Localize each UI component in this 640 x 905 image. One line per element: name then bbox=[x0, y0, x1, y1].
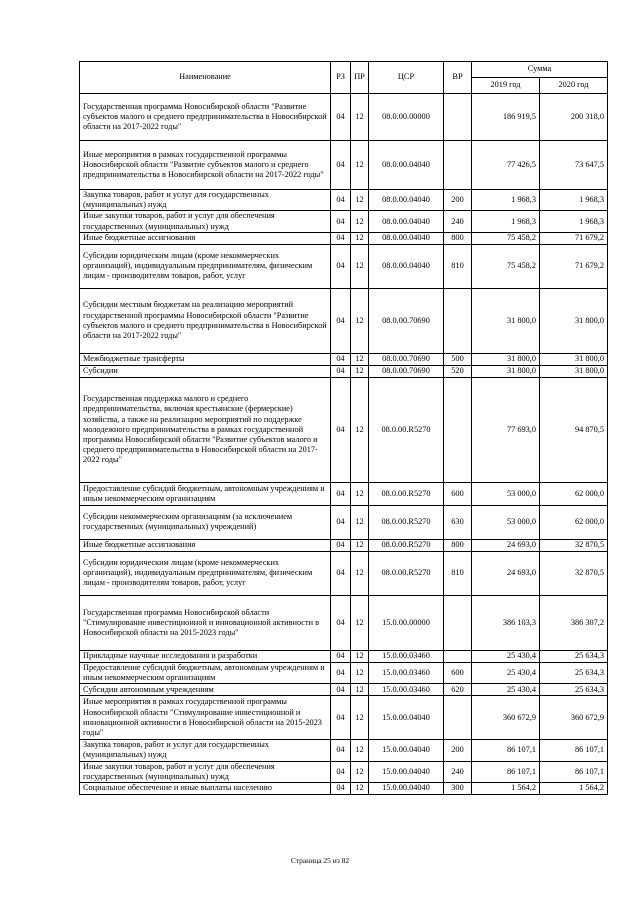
cell-s2: 25 634,3 bbox=[540, 684, 608, 696]
cell-s1: 75 458,2 bbox=[472, 244, 540, 288]
cell-s2: 31 800,0 bbox=[540, 288, 608, 353]
cell-name: Социальное обеспечение и иные выплаты населению bbox=[80, 783, 331, 795]
cell-pr: 12 bbox=[351, 740, 369, 761]
cell-pr: 12 bbox=[351, 595, 369, 650]
cell-vr: 240 bbox=[444, 761, 472, 782]
cell-s1: 53 000,0 bbox=[472, 482, 540, 505]
cell-pr: 12 bbox=[351, 783, 369, 795]
cell-s2: 86 107,1 bbox=[540, 740, 608, 761]
cell-csr: 08.0.00.04040 bbox=[369, 232, 444, 244]
cell-pr: 12 bbox=[351, 141, 369, 190]
cell-vr: 200 bbox=[444, 190, 472, 211]
cell-name: Прикладные научные исследования и разработки bbox=[80, 650, 331, 662]
page-number: Страница 25 из 82 bbox=[290, 856, 350, 865]
cell-name: Субсидии bbox=[80, 365, 331, 377]
cell-s2: 25 634,3 bbox=[540, 662, 608, 683]
cell-csr: 15.0.00.03460 bbox=[369, 662, 444, 683]
cell-s2: 1 968,3 bbox=[540, 211, 608, 232]
table-row bbox=[80, 365, 608, 377]
cell-csr: 15.0.00.04040 bbox=[369, 696, 444, 740]
cell-name: Иные мероприятия в рамках государственной программы Новосибирской области "Развитие субъектов малого и среднего предпринимательства в Новосибирской области на 2017-2022 годы" bbox=[80, 141, 331, 190]
cell-s2: 73 647,5 bbox=[540, 141, 608, 190]
cell-name: Иные закупки товаров, работ и услуг для обеспечения государственных (муниципальных) нужд bbox=[80, 211, 331, 232]
cell-pr: 12 bbox=[351, 662, 369, 683]
cell-rz: 04 bbox=[331, 244, 351, 288]
cell-csr: 08.0.00.04040 bbox=[369, 190, 444, 211]
cell-vr bbox=[444, 94, 472, 141]
cell-s1: 24 693,0 bbox=[472, 539, 540, 551]
cell-s1: 386 103,3 bbox=[472, 595, 540, 650]
table-row bbox=[80, 650, 608, 662]
cell-rz: 04 bbox=[331, 232, 351, 244]
cell-rz: 04 bbox=[331, 482, 351, 505]
cell-rz: 04 bbox=[331, 288, 351, 353]
cell-rz: 04 bbox=[331, 662, 351, 683]
table-row bbox=[80, 377, 608, 482]
cell-rz: 04 bbox=[331, 696, 351, 740]
cell-s2: 62 000,0 bbox=[540, 482, 608, 505]
table-row bbox=[80, 783, 608, 795]
cell-csr: 08.0.00.R5270 bbox=[369, 482, 444, 505]
cell-name: Иные закупки товаров, работ и услуг для обеспечения государственных (муниципальных) нужд bbox=[80, 761, 331, 782]
cell-rz: 04 bbox=[331, 783, 351, 795]
cell-s1: 360 672,9 bbox=[472, 696, 540, 740]
cell-rz: 04 bbox=[331, 353, 351, 365]
cell-vr: 200 bbox=[444, 740, 472, 761]
cell-vr bbox=[444, 595, 472, 650]
cell-name: Государственная поддержка малого и среднего предпринимательства, включая крестьянские (фермерские) хозяйства, а также на реализацию мероприятий по поддержке молодежного предпринимательства в рамках государственной программы Новосибирской области "Развитие субъектов малого и среднего предпринимательства в Новосибирской области на 2017-2022 годы" bbox=[80, 377, 331, 482]
cell-vr bbox=[444, 141, 472, 190]
cell-pr: 12 bbox=[351, 482, 369, 505]
cell-vr: 600 bbox=[444, 662, 472, 683]
cell-rz: 04 bbox=[331, 211, 351, 232]
cell-pr: 12 bbox=[351, 211, 369, 232]
cell-s2: 62 000,0 bbox=[540, 505, 608, 539]
cell-s1: 1 968,3 bbox=[472, 190, 540, 211]
cell-vr bbox=[444, 288, 472, 353]
cell-name: Государственная программа Новосибирской области "Развитие субъектов малого и среднего предпринимательства в Новосибирской области на 2017-2022 годы" bbox=[80, 94, 331, 141]
cell-rz: 04 bbox=[331, 551, 351, 595]
cell-pr: 12 bbox=[351, 288, 369, 353]
cell-name: Предоставление субсидий бюджетным, автономным учреждениям и иным некоммерческим организациям bbox=[80, 662, 331, 683]
cell-vr: 600 bbox=[444, 482, 472, 505]
cell-rz: 04 bbox=[331, 505, 351, 539]
cell-s2: 31 800,0 bbox=[540, 353, 608, 365]
cell-csr: 15.0.00.04040 bbox=[369, 740, 444, 761]
cell-s1: 31 800,0 bbox=[472, 288, 540, 353]
cell-s2: 71 679,2 bbox=[540, 244, 608, 288]
cell-vr: 620 bbox=[444, 684, 472, 696]
cell-name: Субсидии автономным учреждениям bbox=[80, 684, 331, 696]
cell-rz: 04 bbox=[331, 595, 351, 650]
cell-s1: 25 430,4 bbox=[472, 684, 540, 696]
cell-s2: 71 679,2 bbox=[540, 232, 608, 244]
cell-vr bbox=[444, 377, 472, 482]
cell-rz: 04 bbox=[331, 650, 351, 662]
cell-name: Закупка товаров, работ и услуг для государственных (муниципальных) нужд bbox=[80, 740, 331, 761]
cell-s1: 75 458,2 bbox=[472, 232, 540, 244]
table-row bbox=[80, 505, 608, 539]
table-row bbox=[80, 595, 608, 650]
cell-name: Предоставление субсидий бюджетным, автономным учреждениям и иным некоммерческим организациям bbox=[80, 482, 331, 505]
table-row bbox=[80, 94, 608, 141]
cell-s1: 25 430,4 bbox=[472, 662, 540, 683]
cell-vr: 500 bbox=[444, 353, 472, 365]
cell-vr: 800 bbox=[444, 539, 472, 551]
table-row bbox=[80, 244, 608, 288]
cell-s1: 1 564,2 bbox=[472, 783, 540, 795]
cell-s1: 186 919,5 bbox=[472, 94, 540, 141]
header-year-2020: 2020 год bbox=[540, 78, 608, 94]
cell-s1: 31 800,0 bbox=[472, 365, 540, 377]
cell-s1: 77 693,0 bbox=[472, 377, 540, 482]
cell-name: Субсидии юридическим лицам (кроме некоммерческих организаций), индивидуальным предпринимателям, физическим лицам - производителям товаров, работ, услуг bbox=[80, 551, 331, 595]
cell-rz: 04 bbox=[331, 365, 351, 377]
cell-pr: 12 bbox=[351, 244, 369, 288]
table-row bbox=[80, 662, 608, 683]
cell-vr: 810 bbox=[444, 551, 472, 595]
cell-rz: 04 bbox=[331, 377, 351, 482]
cell-vr bbox=[444, 650, 472, 662]
cell-vr bbox=[444, 696, 472, 740]
cell-csr: 15.0.00.03460 bbox=[369, 650, 444, 662]
table-row bbox=[80, 696, 608, 740]
cell-csr: 15.0.00.03460 bbox=[369, 684, 444, 696]
cell-csr: 08.0.00.04040 bbox=[369, 244, 444, 288]
cell-vr: 240 bbox=[444, 211, 472, 232]
cell-name: Субсидии юридическим лицам (кроме некоммерческих организаций), индивидуальным предпринимателям, физическим лицам - производителям товаров, работ, услуг bbox=[80, 244, 331, 288]
cell-vr: 630 bbox=[444, 505, 472, 539]
cell-csr: 08.0.00.R5270 bbox=[369, 551, 444, 595]
cell-pr: 12 bbox=[351, 696, 369, 740]
cell-name: Межбюджетные трансферты bbox=[80, 353, 331, 365]
cell-s1: 31 800,0 bbox=[472, 353, 540, 365]
header-year-2019: 2019 год bbox=[472, 78, 540, 94]
cell-pr: 12 bbox=[351, 551, 369, 595]
cell-rz: 04 bbox=[331, 539, 351, 551]
table-row bbox=[80, 539, 608, 551]
cell-rz: 04 bbox=[331, 761, 351, 782]
cell-pr: 12 bbox=[351, 232, 369, 244]
cell-s2: 1 564,2 bbox=[540, 783, 608, 795]
cell-csr: 08.0.00.R5270 bbox=[369, 539, 444, 551]
cell-name: Иные мероприятия в рамках государственной программы Новосибирской области "Стимулирование инвестиционной и инновационной активности в Новосибирской области на 2015-2023 годы" bbox=[80, 696, 331, 740]
cell-s1: 53 000,0 bbox=[472, 505, 540, 539]
table-row bbox=[80, 551, 608, 595]
cell-rz: 04 bbox=[331, 141, 351, 190]
cell-rz: 04 bbox=[331, 94, 351, 141]
cell-csr: 08.0.00.70690 bbox=[369, 353, 444, 365]
table-row bbox=[80, 211, 608, 232]
cell-s1: 1 968,3 bbox=[472, 211, 540, 232]
cell-vr: 520 bbox=[444, 365, 472, 377]
cell-vr: 300 bbox=[444, 783, 472, 795]
table-row bbox=[80, 141, 608, 190]
table-row bbox=[80, 288, 608, 353]
table-row bbox=[80, 482, 608, 505]
table-row bbox=[80, 740, 608, 761]
header-csr: ЦСР bbox=[369, 62, 444, 94]
cell-pr: 12 bbox=[351, 761, 369, 782]
cell-s2: 1 968,3 bbox=[540, 190, 608, 211]
table-row bbox=[80, 761, 608, 782]
cell-s2: 31 800,0 bbox=[540, 365, 608, 377]
header-pr: ПР bbox=[351, 62, 369, 94]
cell-pr: 12 bbox=[351, 539, 369, 551]
cell-pr: 12 bbox=[351, 365, 369, 377]
cell-s2: 386 307,2 bbox=[540, 595, 608, 650]
cell-s2: 200 318,0 bbox=[540, 94, 608, 141]
cell-csr: 15.0.00.00000 bbox=[369, 595, 444, 650]
cell-s1: 25 430,4 bbox=[472, 650, 540, 662]
cell-csr: 15.0.00.04040 bbox=[369, 783, 444, 795]
cell-s2: 32 870,5 bbox=[540, 551, 608, 595]
cell-name: Закупка товаров, работ и услуг для государственных (муниципальных) нужд bbox=[80, 190, 331, 211]
cell-s1: 24 693,0 bbox=[472, 551, 540, 595]
header-name: Наименование bbox=[80, 62, 331, 94]
cell-csr: 08.0.00.R5270 bbox=[369, 505, 444, 539]
cell-s2: 94 870,5 bbox=[540, 377, 608, 482]
cell-name: Иные бюджетные ассигнования bbox=[80, 232, 331, 244]
cell-s2: 86 107,1 bbox=[540, 761, 608, 782]
cell-s1: 86 107,1 bbox=[472, 761, 540, 782]
cell-name: Иные бюджетные ассигнования bbox=[80, 539, 331, 551]
cell-s1: 86 107,1 bbox=[472, 740, 540, 761]
cell-s2: 25 634,3 bbox=[540, 650, 608, 662]
table-row bbox=[80, 684, 608, 696]
cell-csr: 08.0.00.04040 bbox=[369, 141, 444, 190]
cell-csr: 08.0.00.04040 bbox=[369, 211, 444, 232]
cell-csr: 08.0.00.R5270 bbox=[369, 377, 444, 482]
table-body bbox=[80, 94, 608, 795]
cell-rz: 04 bbox=[331, 740, 351, 761]
cell-vr: 800 bbox=[444, 232, 472, 244]
header-rz: РЗ bbox=[331, 62, 351, 94]
cell-vr: 810 bbox=[444, 244, 472, 288]
cell-name: Субсидии местным бюджетам на реализацию мероприятий государственной программы Новосибирской области "Развитие субъектов малого и среднего предпринимательства в Новосибирской области на 2017-2022 годы" bbox=[80, 288, 331, 353]
table-row bbox=[80, 353, 608, 365]
cell-name: Государственная программа Новосибирской области "Стимулирование инвестиционной и инновационной активности в Новосибирской области на 2015-2023 годы" bbox=[80, 595, 331, 650]
cell-rz: 04 bbox=[331, 190, 351, 211]
cell-csr: 08.0.00.70690 bbox=[369, 288, 444, 353]
cell-csr: 08.0.00.00000 bbox=[369, 94, 444, 141]
cell-pr: 12 bbox=[351, 190, 369, 211]
budget-table bbox=[79, 61, 608, 795]
table-row bbox=[80, 232, 608, 244]
cell-pr: 12 bbox=[351, 94, 369, 141]
cell-pr: 12 bbox=[351, 353, 369, 365]
header-vr: ВР bbox=[444, 62, 472, 94]
cell-pr: 12 bbox=[351, 650, 369, 662]
cell-pr: 12 bbox=[351, 505, 369, 539]
cell-s1: 77 426,5 bbox=[472, 141, 540, 190]
cell-name: Субсидии некоммерческим организациям (за исключением государственных (муниципальных) учреждений) bbox=[80, 505, 331, 539]
header-sum: Сумма bbox=[472, 62, 608, 78]
cell-s2: 360 672,9 bbox=[540, 696, 608, 740]
cell-csr: 15.0.00.04040 bbox=[369, 761, 444, 782]
cell-pr: 12 bbox=[351, 684, 369, 696]
cell-s2: 32 870,5 bbox=[540, 539, 608, 551]
table-row bbox=[80, 190, 608, 211]
cell-csr: 08.0.00.70690 bbox=[369, 365, 444, 377]
cell-rz: 04 bbox=[331, 684, 351, 696]
cell-pr: 12 bbox=[351, 377, 369, 482]
